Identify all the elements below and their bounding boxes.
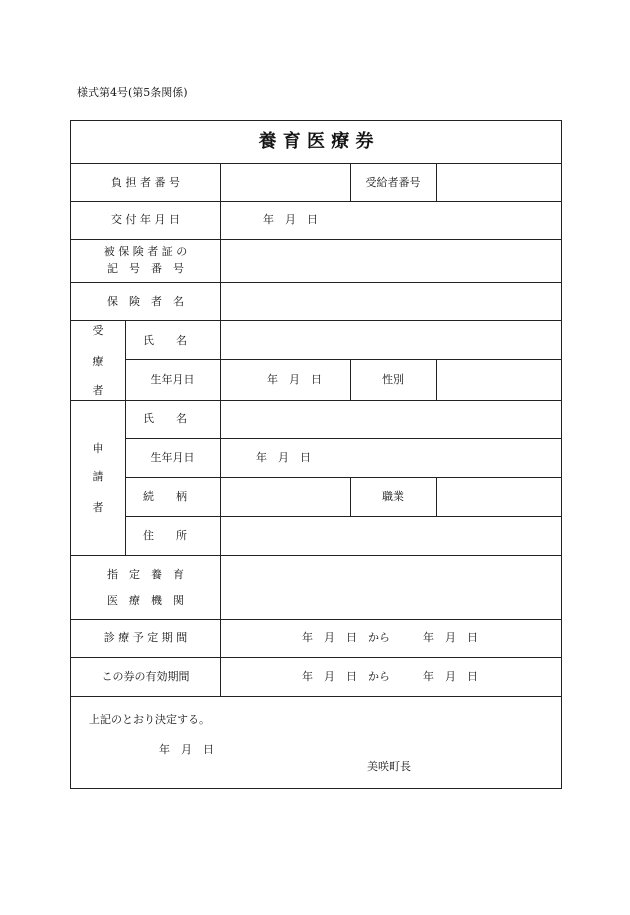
column-divider: [436, 163, 437, 201]
burden-number-label: 負 担 者 番 号: [111, 176, 180, 189]
insured-cert-label-line2: 記 号 番 号: [107, 262, 184, 275]
patient-group-char: 者: [92, 384, 104, 397]
mayor-title: 美咲町長: [367, 760, 411, 773]
patient-name-label: 氏 名: [143, 334, 187, 347]
row-divider: [71, 282, 561, 283]
applicant-group-char: 者: [92, 501, 104, 514]
applicant-group-char: 申: [92, 442, 104, 455]
patient-birth-value: 年 月 日: [267, 373, 322, 386]
recipient-number-label: 受給者番号: [365, 176, 421, 189]
occupation-label: 職業: [382, 490, 404, 503]
row-divider: [71, 696, 561, 697]
row-divider: [125, 477, 561, 478]
decision-date: 年 月 日: [159, 743, 214, 756]
form-title: 養 育 医 療 券: [258, 131, 374, 152]
applicant-group-char: 請: [92, 470, 104, 483]
designated-institution-label-line2: 医 療 機 関: [107, 594, 184, 607]
column-divider: [125, 320, 126, 555]
row-divider: [125, 359, 561, 360]
insured-cert-label-line1: 被 保 険 者 証 の: [103, 245, 188, 258]
address-label: 住 所: [143, 529, 187, 542]
row-divider: [71, 657, 561, 658]
row-divider: [71, 201, 561, 202]
column-divider: [436, 359, 437, 400]
issue-date-value: 年 月 日: [263, 213, 318, 226]
column-divider: [436, 477, 437, 516]
row-divider: [125, 438, 561, 439]
row-divider: [71, 400, 561, 401]
validity-period-label: この券の有効期間: [101, 670, 190, 683]
designated-institution-label-line1: 指 定 養 育: [107, 568, 184, 581]
validity-period-value: 年 月 日 から 年 月 日: [302, 670, 478, 683]
patient-group-char: 受: [92, 324, 104, 337]
planned-period-value: 年 月 日 から 年 月 日: [302, 631, 478, 644]
form-number-label: 様式第4号(第5条関係): [77, 86, 188, 99]
applicant-birth-label: 生年月日: [150, 451, 195, 464]
row-divider: [71, 555, 561, 556]
relation-label: 続 柄: [143, 490, 187, 503]
row-divider: [125, 516, 561, 517]
row-divider: [71, 239, 561, 240]
row-divider: [71, 320, 561, 321]
medical-voucher-form: [70, 120, 562, 789]
column-divider: [220, 163, 221, 696]
applicant-birth-value: 年 月 日: [256, 451, 311, 464]
row-divider: [71, 619, 561, 620]
decision-text: 上記のとおり決定する。: [89, 713, 210, 726]
patient-group-char: 療: [92, 355, 104, 368]
planned-period-label: 診 療 予 定 期 間: [103, 631, 188, 644]
issue-date-label: 交 付 年 月 日: [111, 213, 180, 226]
insurer-name-label: 保 険 者 名: [107, 295, 184, 308]
applicant-name-label: 氏 名: [143, 412, 187, 425]
patient-sex-label: 性別: [382, 373, 404, 386]
row-divider: [71, 163, 561, 164]
patient-birth-label: 生年月日: [150, 373, 195, 386]
